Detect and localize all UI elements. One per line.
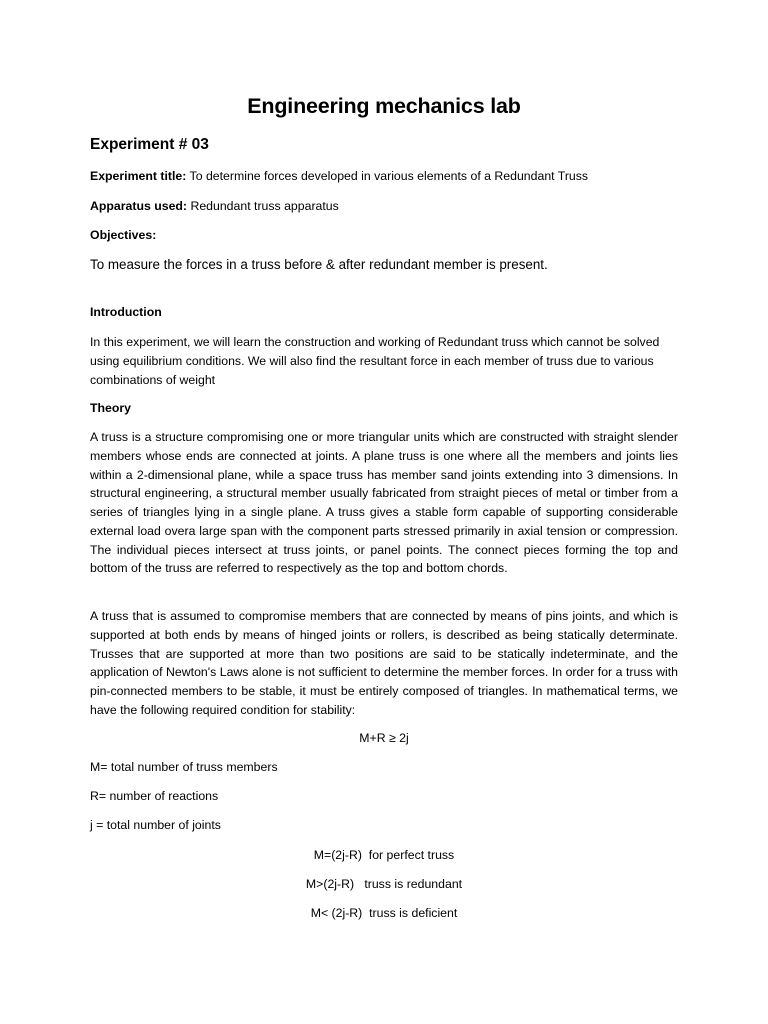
definition-members: M= total number of truss members [90, 760, 278, 774]
definition-joints: j = total number of joints [90, 818, 221, 832]
introduction-heading-text: Introduction [90, 305, 162, 319]
condition-redundant-truss: M>(2j-R) truss is redundant [305, 877, 463, 891]
experiment-number: Experiment # 03 [90, 136, 209, 153]
objectives-heading [90, 228, 156, 242]
document-title: Engineering mechanics lab [247, 94, 521, 118]
introduction-heading [90, 305, 162, 319]
objectives-heading-text: Objectives: [90, 228, 157, 242]
experiment-title-value: To determine forces developed in various elements of a Redundant Truss [186, 169, 589, 183]
apparatus-line [90, 199, 339, 213]
theory-paragraph-1: A truss is a structure compromising one or more triangular units which are constructed with straight slender members whose ends are connected at joints. A plane truss is one where all the members and joints lies within a 2-dimensional plane, while a space truss has member sand joints extending into 3 dimensions. In structural engineering, a structural member usually fabricated from straight pieces of metal or timber from a series of triangles lying in a single plane. A truss gives a stable form capable of supporting considerable external load overa large span with the component parts stressed primarily in axial tension or compression. The individual pieces intersect at truss joints, or panel points. The connect pieces forming the top and bottom of the truss are referred to respectively as the top and bottom chords. [90, 430, 678, 576]
apparatus-label: Apparatus used: [90, 199, 188, 213]
theory-heading [90, 401, 131, 415]
introduction-paragraph: In this experiment, we will learn the construction and working of Redundant truss which cannot be solved using equilibrium conditions. We will also find the resultant force in each member of truss due to various combinations of weight [90, 335, 660, 387]
apparatus-value: Redundant truss apparatus [187, 199, 339, 213]
experiment-title-label: Experiment title: [90, 169, 187, 183]
condition-perfect-truss: M=(2j-R) for perfect truss [313, 848, 455, 862]
definition-reactions: R= number of reactions [90, 789, 219, 803]
objectives-text: To measure the forces in a truss before & after redundant member is present. [90, 257, 548, 272]
theory-heading-text: Theory [90, 401, 131, 415]
condition-deficient-truss: M< (2j-R) truss is deficient [310, 906, 458, 920]
stability-condition: M+R ≥ 2j [359, 731, 409, 745]
theory-paragraph-2: A truss that is assumed to compromise members that are connected by means of pins joints, and which is supported at both ends by means of hinged joints or rollers, is described as being statically determinate. Trusses that are supported at more than two positions are said to be statically indeterminate, and the application of Newton's Laws alone is not sufficient to determine the member forces. In order for a truss with pin-connected members to be stable, it must be entirely composed of triangles. In mathematical terms, we have the following required condition for stability: [90, 609, 678, 717]
experiment-title-line [90, 169, 588, 183]
